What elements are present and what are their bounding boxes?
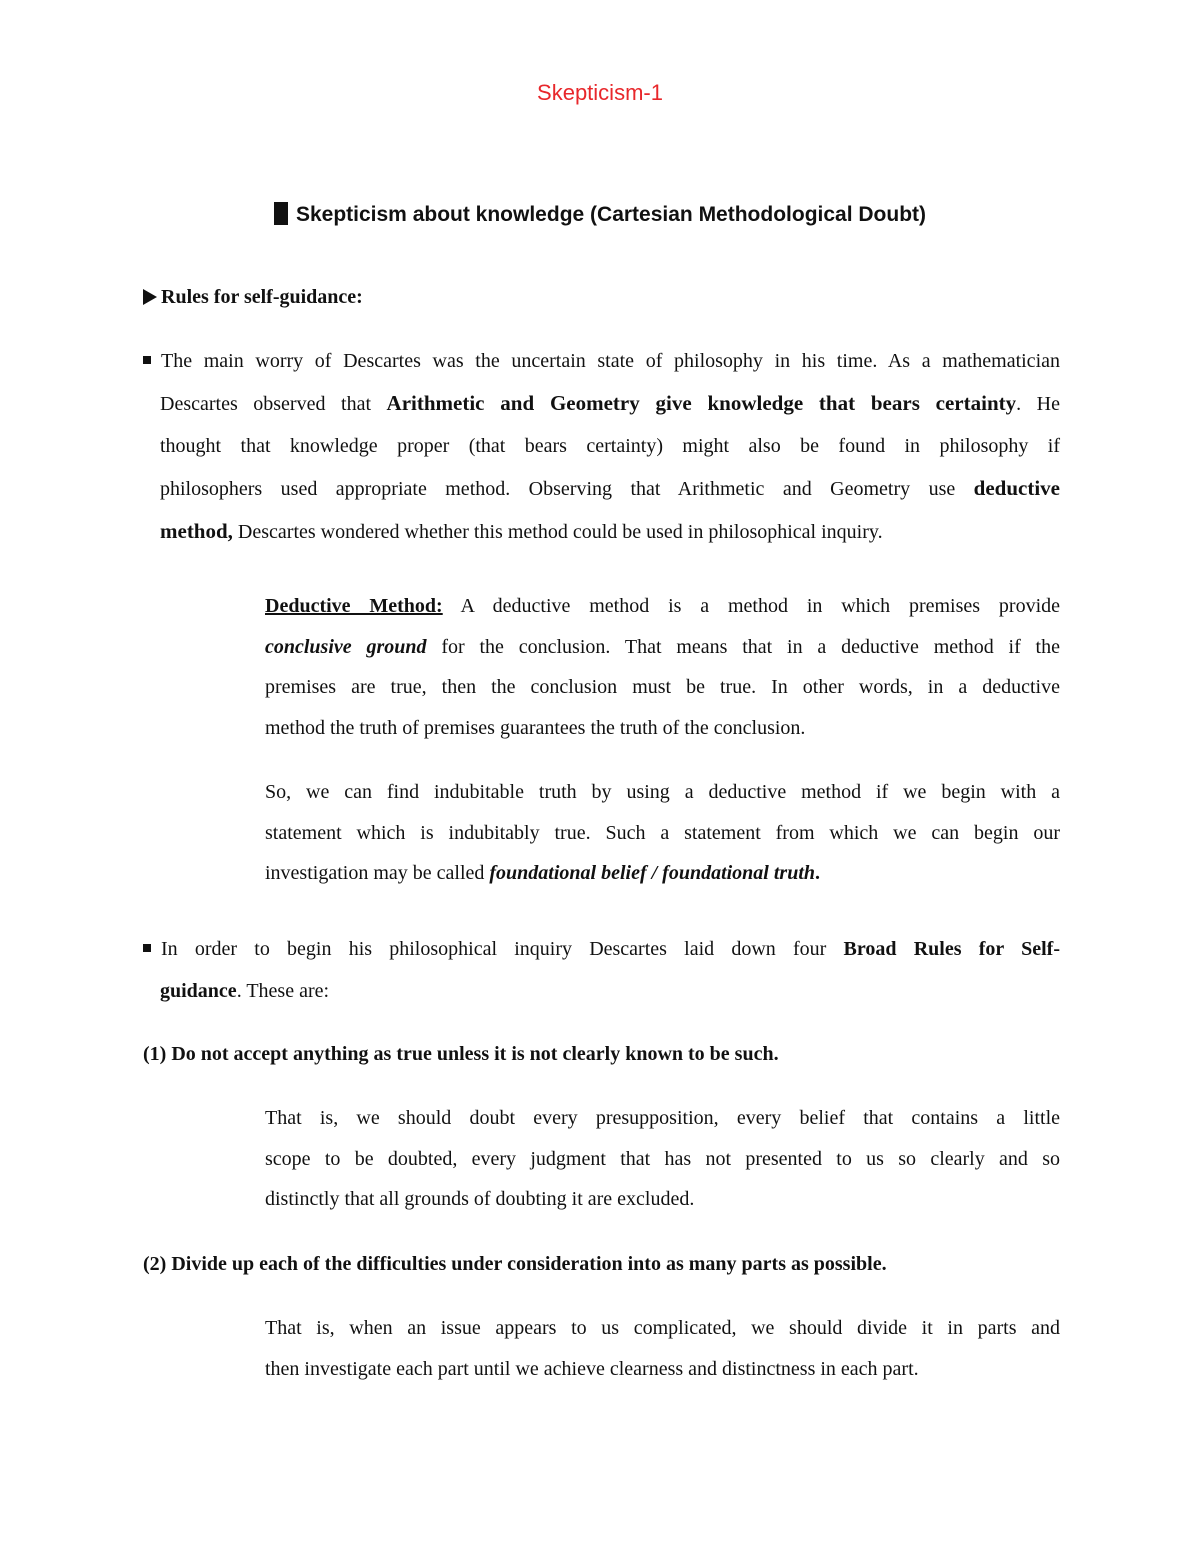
deductive-method-term: Deductive Method:: [265, 595, 443, 617]
block-line: That is, when an issue appears to us complicated, we should divide it in parts and: [265, 1317, 1060, 1339]
paragraph-line: guidance. These are:: [160, 980, 330, 1002]
rule-2-explanation: [265, 1308, 1060, 1389]
block-line: Deductive Method: A deductive method is a method in which premises provide: [265, 595, 1060, 617]
block-line: method the truth of premises guarantees the truth of the conclusion.: [265, 716, 806, 739]
document-heading: [0, 202, 1200, 227]
block-line: investigation may be called foundational belief / foundational truth.: [265, 862, 820, 884]
paragraph-descartes-worry: [143, 340, 1060, 553]
paragraph-line: philosophers used appropriate method. Observing that Arithmetic and Geometry use deductive: [160, 476, 1060, 500]
heading-text: Skepticism about knowledge (Cartesian Methodological Doubt): [295, 203, 927, 226]
paragraph-broad-rules: [143, 928, 1060, 1012]
paragraph-line: The main worry of Descartes was the uncertain state of philosophy in his time. As a mathematician: [143, 340, 1060, 382]
block-line: distinctly that all grounds of doubting it are excluded.: [265, 1188, 695, 1210]
foundational-truth-paragraph: [265, 772, 1060, 894]
rule-2-title: (2) Divide up each of the difficulties under consideration into as many parts as possible.: [143, 1253, 887, 1275]
deductive-method-definition: [265, 586, 1060, 748]
block-line: So, we can find indubitable truth by using a deductive method if we begin with a: [265, 781, 1060, 803]
block-marker-icon: [274, 202, 288, 225]
paragraph-line: thought that knowledge proper (that bears certainty) might also be found in philosophy if: [160, 435, 1060, 457]
page-header: Skepticism-1: [537, 80, 663, 105]
paragraph-line: method, Descartes wondered whether this method could be used in philosophical inquiry.: [160, 519, 883, 543]
block-line: statement which is indubitably true. Such a statement from which we can begin our: [265, 821, 1060, 844]
paragraph-line: In order to begin his philosophical inquiry Descartes laid down four Broad Rules for Self-: [143, 928, 1060, 970]
section-title-text: Rules for self-guidance:: [161, 286, 363, 308]
square-bullet-icon: [143, 356, 151, 364]
triangle-bullet-icon: [143, 289, 157, 305]
rule-1-title: (1) Do not accept anything as true unless it is not clearly known to be such.: [143, 1043, 779, 1065]
section-title: [143, 286, 363, 309]
block-line: That is, we should doubt every presupposition, every belief that contains a little: [265, 1107, 1060, 1129]
block-line: conclusive ground for the conclusion. That means that in a deductive method if the: [265, 635, 1060, 658]
block-line: scope to be doubted, every judgment that has not presented to us so clearly and so: [265, 1147, 1060, 1170]
rule-1-explanation: [265, 1098, 1060, 1220]
paragraph-line: Descartes observed that Arithmetic and Geometry give knowledge that bears certainty. He: [160, 391, 1061, 415]
block-line: then investigate each part until we achieve clearness and distinctness in each part.: [265, 1357, 919, 1380]
square-bullet-icon: [143, 944, 151, 952]
block-line: premises are true, then the conclusion must be true. In other words, in a deductive: [265, 676, 1060, 698]
